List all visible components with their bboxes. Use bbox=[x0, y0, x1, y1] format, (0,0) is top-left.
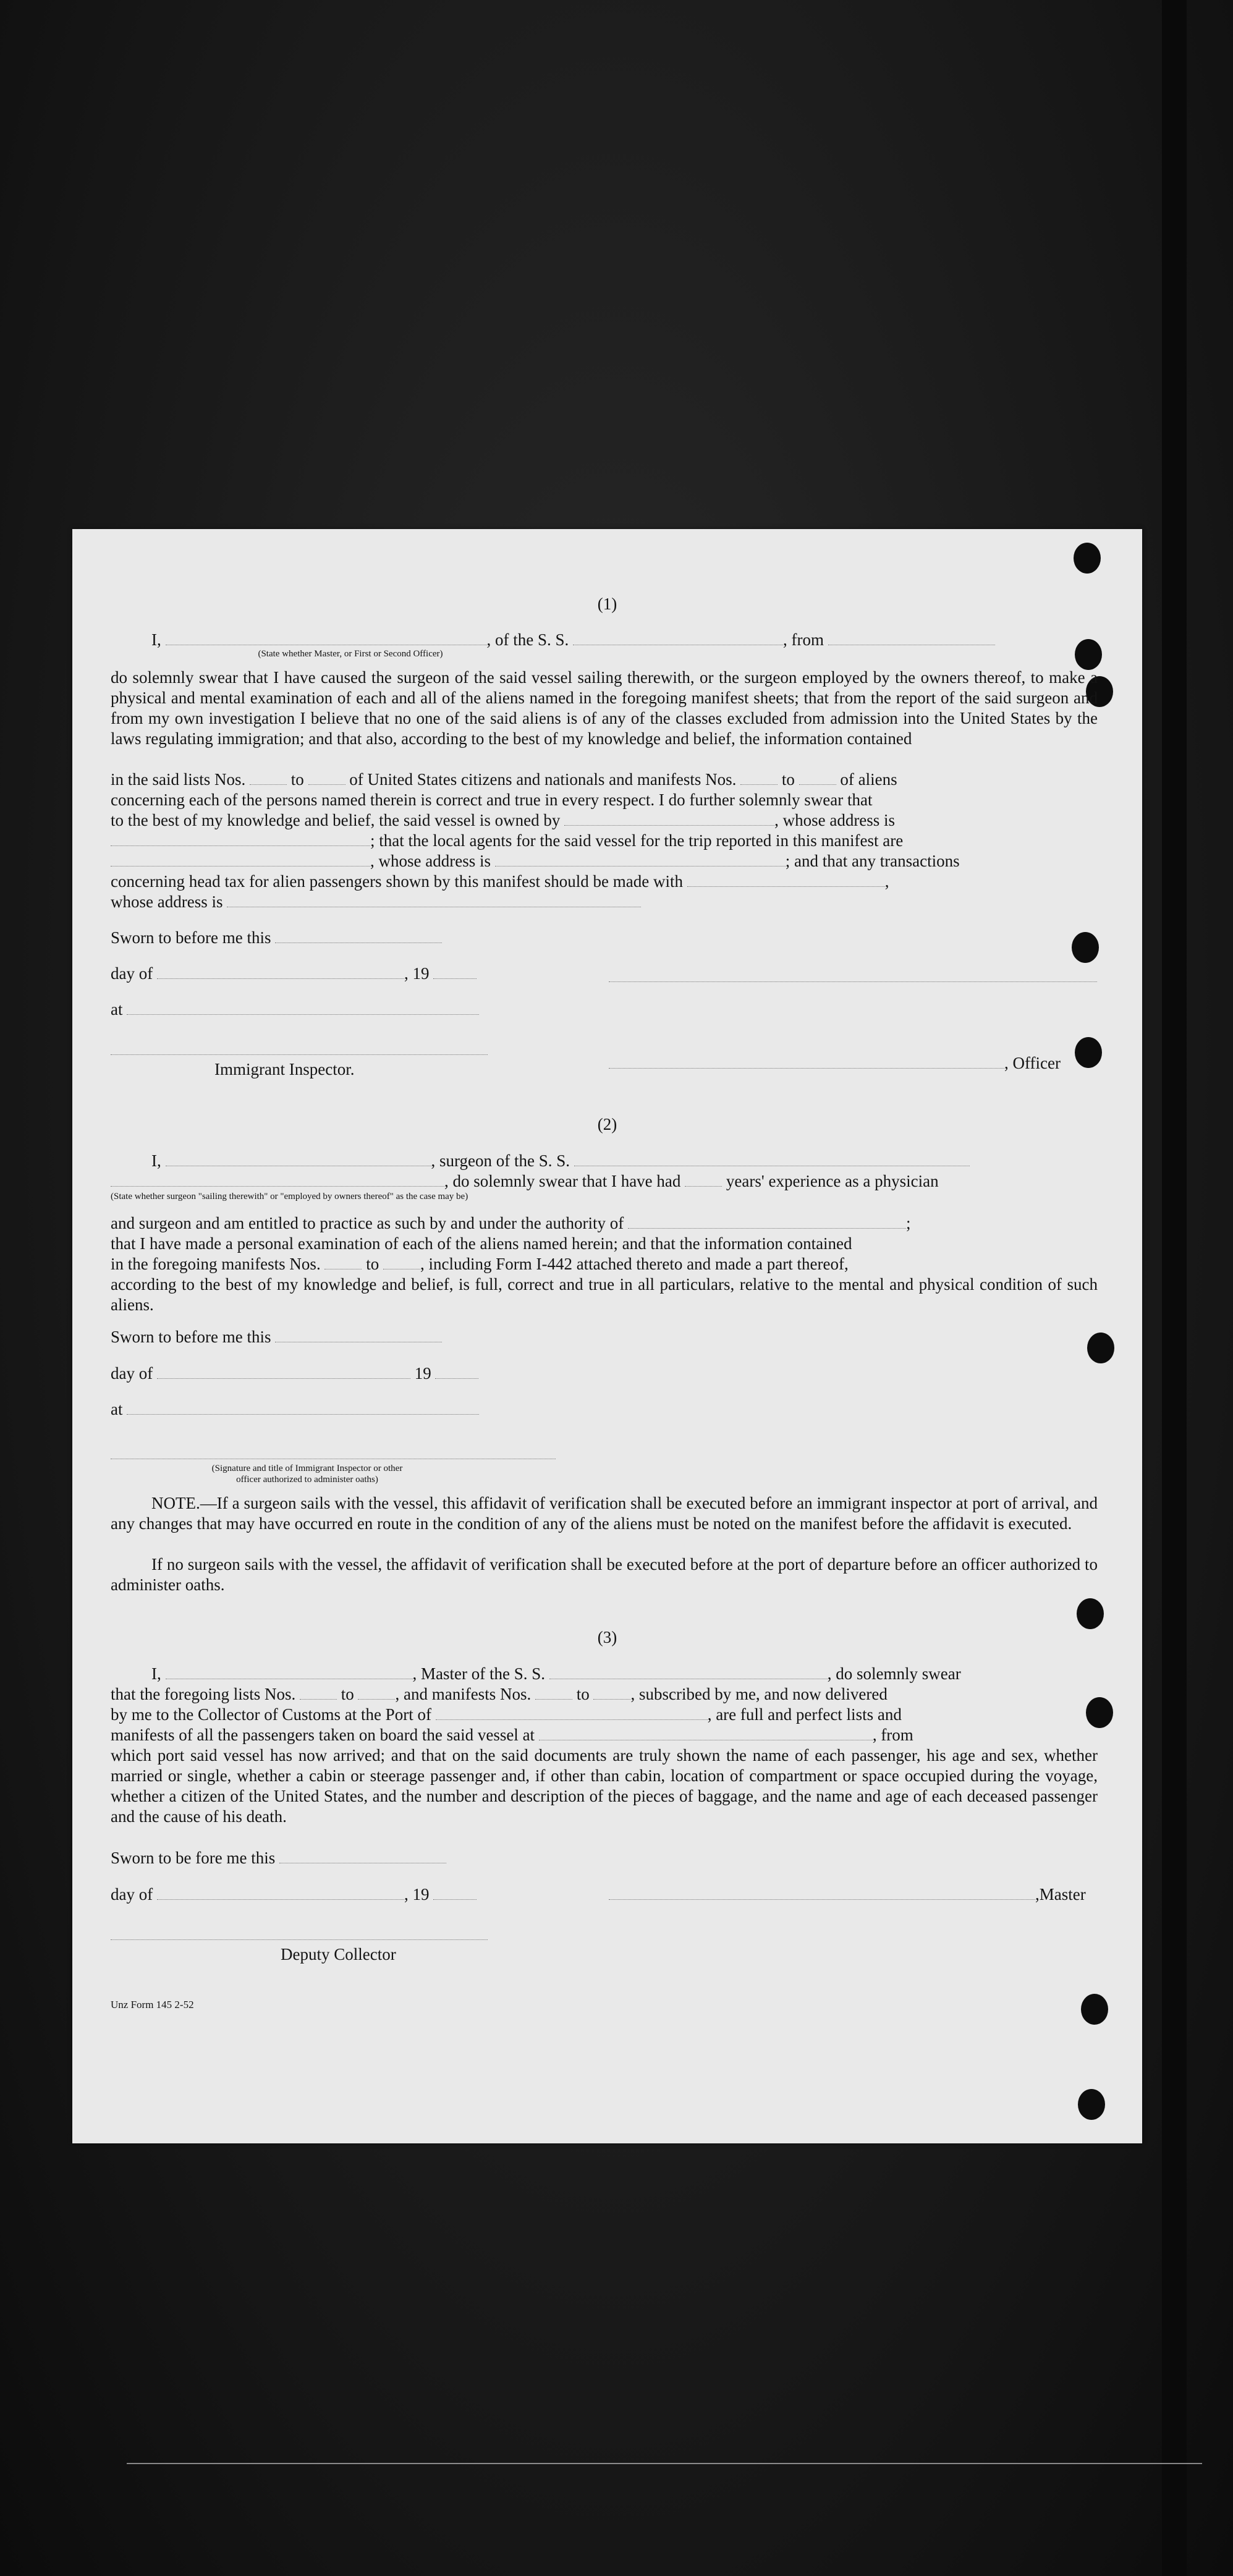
s2-at-text: at bbox=[111, 1400, 123, 1418]
s3-master-of: , Master of the S. S. bbox=[412, 1664, 545, 1683]
s1-sworn-text: Sworn to before me this bbox=[111, 928, 271, 947]
s1-vessel-blank bbox=[573, 630, 783, 645]
s2-semicolon: ; bbox=[906, 1214, 911, 1232]
s1-officer bbox=[609, 1053, 1061, 1074]
s2-signature-note-1: (Signature and title of Immigrant Inspector or other bbox=[211, 1464, 403, 1473]
s3-manifest-from-blank bbox=[535, 1684, 572, 1700]
s1-from: , from bbox=[783, 630, 824, 649]
s1-line-whose-address bbox=[111, 892, 641, 912]
s1-year-prefix: , 19 bbox=[404, 964, 430, 983]
s2-at bbox=[111, 1399, 479, 1420]
s2-signature-note-2: officer authorized to administer oaths) bbox=[236, 1475, 378, 1485]
s3-master-blank bbox=[609, 1884, 1035, 1900]
s2-note-paragraph-2: If no surgeon sails with the vessel, the affidavit of verification shall be executed before at the port of departure before an officer authorized to administer oaths. bbox=[111, 1555, 1098, 1594]
s1-rank-blank bbox=[166, 630, 487, 645]
s2-surgeon-of: , surgeon of the S. S. bbox=[431, 1151, 570, 1170]
s3-swear: , do solemnly swear bbox=[827, 1664, 961, 1683]
punch-hole bbox=[1075, 639, 1102, 670]
s3-paragraph-1: which port said vessel has now arrived; and that on the said documents are truly shown the name of each passenger, his age and sex, whether married or single, whether a cabin or steerage passenger and, if other than cabin, location of compartment or space occupied during the voyage, whether a citizen of the United States, and the number and description of the pieces of baggage, and the name and age of each deceased passenger and the cause of his death. bbox=[111, 1746, 1098, 1826]
s3-sworn-blank bbox=[279, 1848, 446, 1863]
s2-day bbox=[111, 1363, 478, 1384]
s1-officer-blank bbox=[609, 1053, 1004, 1069]
s2-note-paragraph: NOTE.—If a surgeon sails with the vessel, this affidavit of verification shall be executed before an immigrant inspector at port of arrival, and any changes that may have occurred en route in the condition of any of the aliens must be noted on the manifest before the affidavit is executed. bbox=[111, 1494, 1098, 1533]
s2-authority-text: and surgeon and am entitled to practice as such by and under the authority of bbox=[111, 1214, 624, 1232]
s1-signature-line bbox=[609, 981, 1097, 982]
s3-year-blank bbox=[433, 1884, 477, 1900]
s1-i: I, bbox=[151, 630, 161, 649]
s1-paragraph-1: do solemnly swear that I have caused the surgeon of the said vessel sailing therewith, or the surgeon employed by the owners thereof, to make a physical and mental examination of each and all of the aliens named in the foregoing manifest sheets; that from the report of the said surgeon and from my own investigation I believe that no one of the said aliens is of any of the classes excluded from admission into the United States by the laws regulating immigration; and that also, according to the best of my knowledge and belief, the information contained bbox=[111, 668, 1098, 748]
s3-line-1 bbox=[151, 1664, 961, 1684]
punch-hole bbox=[1081, 1994, 1108, 2025]
s3-line-taken bbox=[111, 1725, 913, 1745]
s1-line-1 bbox=[151, 630, 995, 650]
scan-artifact-line bbox=[127, 2463, 1202, 2464]
s3-i: I, bbox=[151, 1664, 161, 1683]
s2-sworn-text: Sworn to before me this bbox=[111, 1328, 271, 1346]
s1-manifest-from-blank bbox=[740, 769, 778, 785]
s1-line-owner bbox=[111, 810, 895, 831]
s3-year-prefix: , 19 bbox=[404, 1885, 430, 1904]
punch-hole bbox=[1074, 543, 1101, 574]
s1-comma: , bbox=[884, 872, 889, 891]
s2-including: , including Form I-442 attached thereto and made a part thereof, bbox=[420, 1255, 849, 1273]
s1-lists-label: in the said lists Nos. bbox=[111, 770, 246, 789]
s2-line-manifests bbox=[111, 1254, 849, 1274]
s1-line-lists bbox=[111, 769, 897, 790]
s1-agent-blank bbox=[111, 851, 370, 866]
s2-i: I, bbox=[151, 1151, 161, 1170]
s3-taken-text: manifests of all the passengers taken on board the said vessel at bbox=[111, 1726, 535, 1744]
s3-master bbox=[609, 1884, 1086, 1905]
s3-port-blank bbox=[436, 1705, 708, 1720]
punch-hole bbox=[1077, 1598, 1104, 1629]
s1-line-agent-address bbox=[111, 851, 960, 871]
s2-sworn bbox=[111, 1327, 442, 1347]
punch-hole bbox=[1072, 932, 1099, 963]
s2-to: to bbox=[366, 1255, 379, 1273]
s3-list-from-blank bbox=[300, 1684, 337, 1700]
scan-edge bbox=[1162, 0, 1187, 2576]
s1-headtax-address-blank bbox=[227, 892, 641, 907]
s3-sworn-text: Sworn to be fore me this bbox=[111, 1849, 276, 1867]
s3-line-lists bbox=[111, 1684, 888, 1705]
s1-at bbox=[111, 999, 479, 1020]
s1-headtax-text: concerning head tax for alien passengers shown by this manifest should be made with bbox=[111, 872, 684, 891]
punch-hole bbox=[1075, 1037, 1102, 1068]
s1-rank-note: (State whether Master, or First or Second Officer) bbox=[258, 649, 443, 659]
section-1-number: (1) bbox=[597, 595, 617, 613]
s1-officer-text: , Officer bbox=[1004, 1054, 1061, 1072]
s1-owned-by: to the best of my knowledge and belief, the said vessel is owned by bbox=[111, 811, 561, 829]
s3-full-perfect: , are full and perfect lists and bbox=[707, 1705, 902, 1724]
s1-day-blank bbox=[157, 964, 404, 979]
s1-whose-address-3: whose address is bbox=[111, 892, 223, 911]
s2-paragraph-conclusion: according to the best of my knowledge and belief, is full, correct and true in all particulars, relative to the mental and physical condition of such aliens. bbox=[111, 1275, 1098, 1314]
s1-day-text: day of bbox=[111, 964, 153, 983]
s2-authority-blank bbox=[628, 1213, 906, 1229]
s2-vessel-blank bbox=[574, 1151, 970, 1166]
s3-to-2: to bbox=[576, 1685, 590, 1703]
s2-manifest-to-blank bbox=[383, 1254, 420, 1269]
s2-year-blank bbox=[435, 1363, 478, 1379]
s3-list-to-blank bbox=[358, 1684, 395, 1700]
s2-manifest-from-blank bbox=[324, 1254, 362, 1269]
s3-line-collector bbox=[111, 1705, 902, 1725]
s3-day bbox=[111, 1884, 477, 1905]
s2-name-blank bbox=[166, 1151, 431, 1166]
s1-port-blank bbox=[828, 630, 995, 645]
s2-years-blank bbox=[685, 1171, 722, 1187]
s3-day-blank bbox=[157, 1884, 404, 1900]
s2-status-blank bbox=[111, 1171, 444, 1187]
s3-from: , from bbox=[872, 1726, 913, 1744]
s2-day-blank bbox=[157, 1363, 410, 1379]
punch-hole bbox=[1078, 2089, 1105, 2120]
s1-agent-address-blank bbox=[495, 851, 786, 866]
s3-subscribed: , subscribed by me, and now delivered bbox=[630, 1685, 888, 1703]
s1-of-aliens: of aliens bbox=[840, 770, 897, 789]
section-2-number: (2) bbox=[597, 1115, 617, 1133]
s1-whose-address-2: , whose address is bbox=[370, 852, 491, 870]
s2-line-examination: that I have made a personal examination of each of the aliens named herein; and that the information contained bbox=[111, 1234, 852, 1253]
s1-line-concerning: concerning each of the persons named therein is correct and true in every respect. I do further solemnly swear that bbox=[111, 790, 873, 809]
s1-line-headtax bbox=[111, 871, 889, 892]
s2-day-text: day of bbox=[111, 1364, 153, 1383]
s3-manifests-label: , and manifests Nos. bbox=[395, 1685, 532, 1703]
s2-year-prefix: 19 bbox=[414, 1364, 431, 1383]
s2-line-1 bbox=[151, 1151, 970, 1171]
manifest-affidavit-page bbox=[72, 529, 1142, 2143]
s1-whose-address-1: , whose address is bbox=[774, 811, 896, 829]
s1-line-agents bbox=[111, 831, 903, 851]
s2-manifests-label: in the foregoing manifests Nos. bbox=[111, 1255, 321, 1273]
s1-list-to-blank bbox=[308, 769, 345, 785]
s2-solemnly: , do solemnly swear that I have had bbox=[444, 1172, 681, 1190]
s2-years-text: years' experience as a physician bbox=[726, 1172, 939, 1190]
s1-owner-blank bbox=[564, 810, 774, 826]
s1-year-blank bbox=[433, 964, 477, 979]
s1-at-blank bbox=[127, 999, 479, 1015]
s3-name-blank bbox=[166, 1664, 413, 1679]
s2-at-blank bbox=[127, 1399, 479, 1415]
s3-to-1: to bbox=[341, 1685, 354, 1703]
s1-to-2: to bbox=[781, 770, 795, 789]
s3-origin-blank bbox=[539, 1725, 873, 1740]
s2-status-note: (State whether surgeon "sailing therewith" or "employed by owners thereof" as the case may be) bbox=[111, 1192, 468, 1201]
section-3-number: (3) bbox=[597, 1628, 617, 1646]
s3-collector-text: by me to the Collector of Customs at the Port of bbox=[111, 1705, 431, 1724]
s1-manifest-to-blank bbox=[799, 769, 836, 785]
punch-hole bbox=[1086, 1697, 1113, 1728]
s3-lists-label: that the foregoing lists Nos. bbox=[111, 1685, 296, 1703]
s3-master-text: ,Master bbox=[1035, 1885, 1086, 1904]
s1-inspector-line bbox=[111, 1054, 488, 1055]
s1-of-ss: , of the S. S. bbox=[486, 630, 569, 649]
s1-address-blank bbox=[111, 831, 370, 846]
s1-at-text: at bbox=[111, 1000, 123, 1019]
s1-list-from-blank bbox=[250, 769, 287, 785]
s2-sworn-blank bbox=[275, 1327, 442, 1342]
s1-inspector: Immigrant Inspector. bbox=[214, 1060, 355, 1078]
punch-hole bbox=[1087, 1332, 1114, 1363]
s1-day bbox=[111, 964, 477, 984]
s3-deputy-collector: Deputy Collector bbox=[281, 1945, 396, 1964]
s2-line-2 bbox=[111, 1171, 939, 1192]
form-identifier: Unz Form 145 2-52 bbox=[111, 1999, 194, 2010]
s3-sworn bbox=[111, 1848, 446, 1868]
s1-manifests-label: of United States citizens and nationals and manifests Nos. bbox=[349, 770, 737, 789]
s1-transactions: ; and that any transactions bbox=[785, 852, 960, 870]
s3-vessel-blank bbox=[549, 1664, 828, 1679]
s1-agents-text: ; that the local agents for the said vessel for the trip reported in this manifest are bbox=[370, 831, 904, 850]
s3-manifest-to-blank bbox=[593, 1684, 630, 1700]
s1-to-1: to bbox=[290, 770, 304, 789]
s3-day-text: day of bbox=[111, 1885, 153, 1904]
s3-collector-line bbox=[111, 1939, 488, 1940]
s2-line-authority bbox=[111, 1213, 911, 1234]
s1-sworn-blank bbox=[275, 928, 442, 943]
s1-headtax-blank bbox=[687, 871, 885, 887]
s1-sworn bbox=[111, 928, 442, 948]
